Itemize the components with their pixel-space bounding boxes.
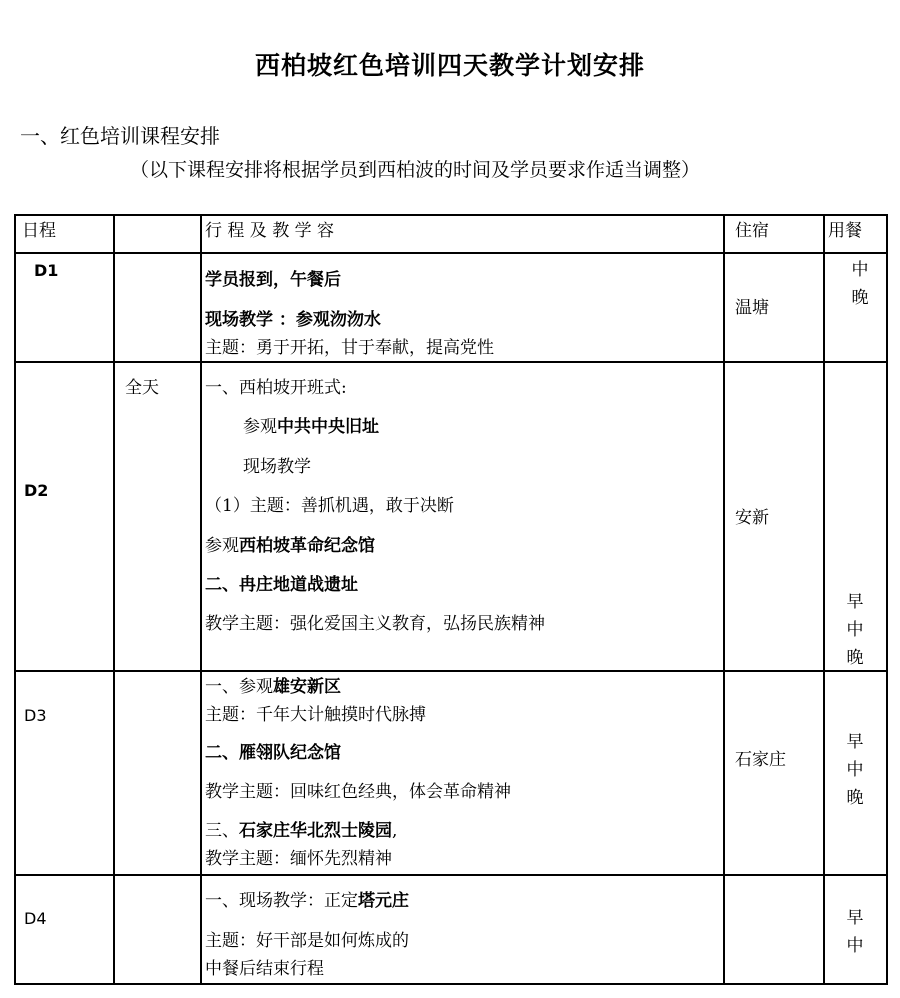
itinerary-line: 主题：勇于开拓，甘于奉献，提高党性 [205,338,494,358]
table-rule [200,214,202,985]
day-label: D2 [24,481,49,500]
itinerary-line: 二、雁翎队纪念馆 [205,743,341,763]
meal-item: 中 [846,760,864,780]
itinerary-line: 教学主题：强化爱国主义教育，弘扬民族精神 [205,614,545,634]
itinerary-text: 一、现场教学：正定 [205,891,358,911]
meal-cell [840,588,870,672]
period-label: 全天 [125,378,159,398]
site-name: 塔元庄 [358,891,409,911]
itinerary-line: 中餐后结束行程 [205,959,324,979]
meal-item: 中 [846,620,864,640]
itinerary-line: 二、冉庄地道战遗址 [205,575,358,595]
header-lodging: 住宿 [735,221,769,241]
table-rule [14,214,888,216]
itinerary-line [205,535,375,557]
itinerary-line [243,416,379,438]
meal-cell [840,904,870,960]
itinerary-line: 主题：好干部是如何炼成的 [205,931,409,951]
site-name: 石家庄华北烈士陵园 [239,821,392,841]
table-rule [886,214,888,985]
site-name: 中共中央旧址 [277,417,379,437]
itinerary-text: , [392,821,398,841]
itinerary-line: 学员报到，午餐后 [205,270,341,290]
table-rule [14,361,888,363]
itinerary-line [205,309,381,331]
meal-cell [845,256,875,312]
itinerary-text: 三、 [205,821,239,841]
day-label: D4 [24,909,47,928]
meal-item: 晚 [851,288,869,308]
header-content: 行 程 及 教 学 容 [205,221,335,241]
lodging-cell: 石家庄 [735,750,786,770]
table-rule [14,670,888,672]
itinerary-line [205,676,341,698]
itinerary-line: 现场教学 [243,457,311,477]
itinerary-line [205,820,397,842]
meal-item: 中 [846,936,864,956]
itinerary-line: 教学主题：回味红色经典，体会革命精神 [205,782,511,802]
day-label: D1 [34,261,59,280]
site-name: 西柏坡革命纪念馆 [239,536,375,556]
meal-item: 早 [846,908,864,928]
header-day: 日程 [22,221,56,241]
table-rule [14,252,888,254]
table-rule [14,983,888,985]
itinerary-text: 一、参观 [205,677,273,697]
meal-item: 早 [846,732,864,752]
itinerary-line: （1）主题：善抓机遇，敢于决断 [205,496,454,516]
table-rule [14,874,888,876]
table-rule [113,214,115,985]
meal-cell [840,728,870,812]
meal-item: 早 [846,592,864,612]
document-title: 西柏坡红色培训四天教学计划安排 [254,51,645,80]
itinerary-line: 一、西柏坡开班式: [205,378,347,398]
itinerary-line: 主题：千年大计触摸时代脉搏 [205,705,426,725]
table-rule [823,214,825,985]
itinerary-text: 现场教学 ：参观 [205,310,330,330]
itinerary-text: 参观 [205,536,239,556]
table-rule [14,214,16,985]
meal-item: 晚 [846,788,864,808]
itinerary-line: 教学主题：缅怀先烈精神 [205,849,392,869]
header-meals: 用餐 [828,221,862,241]
site-name: 雄安新区 [273,677,341,697]
itinerary-text: 参观 [243,417,277,437]
meal-item: 晚 [846,648,864,668]
itinerary-line [205,890,409,912]
table-rule [723,214,725,985]
schedule-note: （以下课程安排将根据学员到西柏波的时间及学员要求作适当调整） [130,159,701,181]
meal-item: 中 [851,260,869,280]
site-name: 沕沕水 [329,310,381,330]
lodging-cell: 安新 [735,508,769,528]
lodging-cell: 温塘 [735,298,769,318]
day-label: D3 [24,706,47,725]
section-heading: 一、红色培训课程安排 [20,124,220,148]
